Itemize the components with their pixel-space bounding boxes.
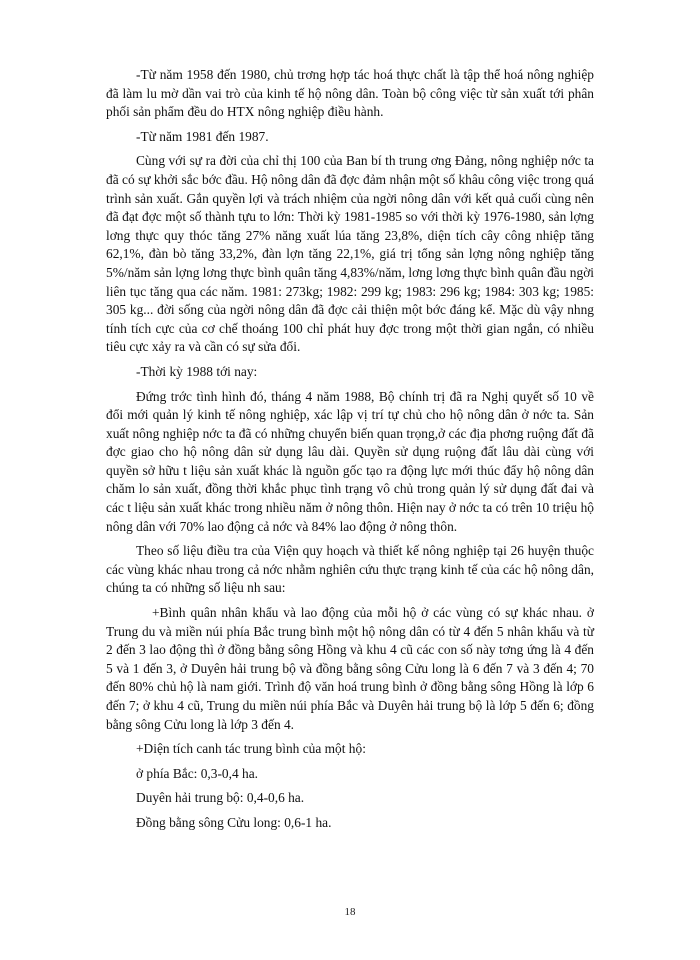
list-item-mekong-delta: Đồng bằng sông Cửu long: 0,6-1 ha. — [136, 814, 332, 830]
heading-1988-present: -Thời kỳ 1988 tới nay: — [136, 363, 258, 379]
list-item-central-coast: Duyên hải trung bộ: 0,4-0,6 ha. — [136, 790, 305, 806]
paragraph-survey-intro: Theo số liệu điều tra của Viện quy hoạch và thiết kế nông nghiệp tại 26 huyện thuộc các vùng khác nhau trong cả nớc nhằm nghiên cứu thực trạng kinh tế của các hộ nông dân, chúng ta có những số liệu nh sau: — [106, 543, 594, 596]
paragraph-directive-100: Cùng với sự ra đời của chỉ thị 100 của Ban bí th trung ơng Đảng, nông nghiệp nớc ta đã có sự khởi sắc bớc đầu. Hộ nông dân đã đợc đảm nhận một số khâu công việc trong quá trình sản xuất. Gắn quyền lợi và trách nhiệm của ngời nông dân với kết quả cuối cùng nên đã đạt đợc một số thành tựu to lớn: Thời kỳ 1981-1985 so với thời kỳ 1976-1980, sản lợng lơng thực quy thóc tăng 27% năng xuất lúa tăng 23,8%, diện tích cây công nhiệp tăng 62,1%, đàn bò tăng 33,2%, đàn lợn tăng 22,1%, giá trị tổng sản lợng nông nghiệp tăng 5%/năm sản lợng lơng thực bình quân tăng 4,83%/năm, lơng lơng thực bình quân đầu ngời liên tục tăng qua các năm. 1981: 273kg; 1982: 299 kg; 1983: 296 kg; 1984: 303 kg; 1985: 305 kg... đời sống của ngời nông dân đã đợc cải thiện một bớc đáng kể. Mặc dù vậy nhng tính tích cực của cơ chế thoáng 100 chỉ phát huy đợc trong một thời gian ngắn, có nhiều tiêu cực xảy ra và cần có sự sửa đổi. — [106, 153, 594, 355]
paragraph-cultivated-area: +Diện tích canh tác trung bình của một hộ: — [136, 741, 366, 757]
paragraph-resolution-10: Đứng trớc tình hình đó, tháng 4 năm 1988, Bộ chính trị đã ra Nghị quyết số 10 về đổi mới quản lý kinh tế nông nghiệp, xác lập vị trí tự chủ cho hộ nông dân ở nớc ta. Sản xuất nông nghiệp nớc ta đã có những chuyển biến quan trọng,ở các địa phơng ruộng đất đã đợc giao cho hộ nông dân sử dụng lâu dài. Quyền sử dụng ruộng đất lâu dài cùng với quyền sở hữu t liệu sản xuất khác là nguồn gốc tạo ra động lực mới thúc đẩy hộ nông dân chăm lo sản xuất, đồng thời khắc phục tình trạng vô chủ trong quản lý sử dụng đất đai và các t liệu sản xuất khác trong nhiều năm ở nông thôn. Hiện nay ở nớc ta có trên 10 triệu hộ nông dân với 70% lao động cả nớc và 84% lao động ở nông thôn. — [106, 388, 594, 534]
heading-1981-1987: -Từ năm 1981 đến 1987. — [136, 128, 269, 144]
paragraph-household-labor: +Bình quân nhân khẩu và lao động của mỗi hộ ở các vùng có sự khác nhau. ở Trung du và miền núi phía Bắc trung bình một hộ nông dân có từ 4 đến 5 nhân khẩu và từ 2 đến 3 lao động thì ở đồng bằng sông Hồng và khu 4 cũ các con số này tơng ứng là 4 đến 5 và 1 đến 3, ở Duyên hải trung bộ và đồng bằng sông Cửu long là 6 đến 7 và 3 đến 4; 70 đến 80% chủ hộ là nam giới. Trình độ văn hoá trung bình ở đồng bằng sông Hồng là lớp 6 đến 7; ở khu 4 cũ, Trung du miền núi phía Bắc và Duyên hải trung bộ là lớp 5 đến 6; đồng bằng sông Cửu long là lớp 3 đến 4. — [106, 605, 594, 732]
paragraph-1958-1980: -Từ năm 1958 đến 1980, chủ trơng hợp tác hoá thực chất là tập thể hoá nông nghiệp đã làm lu mờ dần vai trò của kinh tế hộ nông dân. Toàn bộ công việc từ sản xuất tới phân phối sản phẩm đều do HTX nông nghiệp điều hành. — [106, 67, 594, 120]
list-item-north: ở phía Bắc: 0,3-0,4 ha. — [136, 765, 258, 781]
page-number: 18 — [344, 906, 356, 918]
